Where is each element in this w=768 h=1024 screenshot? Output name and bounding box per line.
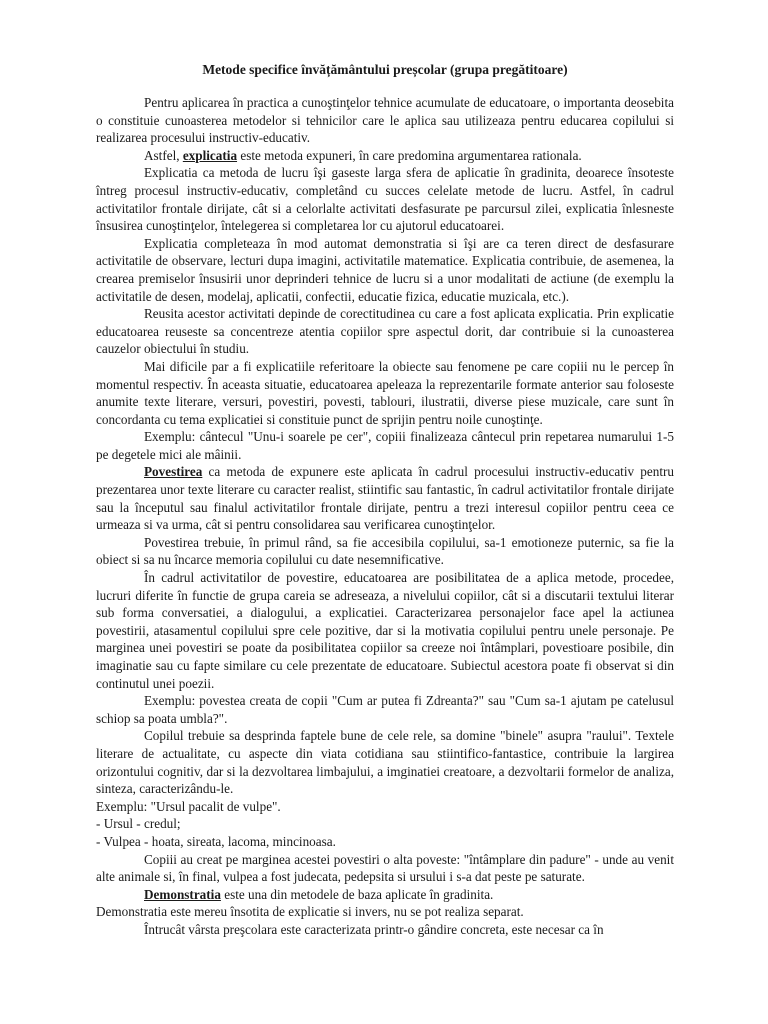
paragraph: Demonstratia este mereu însotita de explicatie si invers, nu se pot realiza separat. [96,904,524,920]
paragraph: În cadrul activitatilor de povestire, educatoarea are posibilitatea de a aplica metode, procedee, lucruri diferite în functie de grupa careia se adreseaza, a nivelului copiilor, cât si a discutarii textului literar sub forma conversatiei, a dialogului, a explicatiei. Caracterizarea personajelor face apel la actiunea povestirii, atasamentul copilului spre cele pozitive, dar si la motivatia copilului pentru unele personaje. Pe marginea unei povestiri se poate da posibilitatea copiilor sa creeze noi întâmplari, povestioare posibile, din imaginatie sau cu fapte similare cu cele prezentate de educatoare. Subiectul acestora poate fi observat si din continutul unei poezii. [96,570,674,691]
term-explicatia: explicatia [182,147,238,163]
paragraph: Explicatia completeaza în mod automat demonstratia si îşi are ca teren direct de desfasurare activitatile de observare, lecturi dupa imagini, activitatile matematice. Explicatia contribuie, de asemenea, la crearea premiselor însusirii unor deprinderi tehnice de lucru si a unor modalitati de actiune (de exemplu la activitatile de desen, modelaj, aplicatii, confectii, educatie fizica, educatie muzicala, etc.). [96,235,674,304]
list-item: - Vulpea - hoata, sireata, lacoma, mincinoasa. [96,833,336,849]
list-item: - Ursul - credul; [96,816,181,832]
paragraph: Exemplu: "Ursul pacalit de vulpe". [96,798,281,814]
paragraph: Reusita acestor activitati depinde de corectitudinea cu care a fost aplicata explicatia. Prin explicatie educatoarea reuseste sa concentreze atentia copiilor spre aspectul dorit, dar contribuie si la cunoasterea cauzelor obiectului în studiu. [96,306,674,357]
paragraph: Povestirea trebuie, în primul rând, sa fie accesibila copilului, sa-1 emotioneze puternic, sa fie la obiect si sa nu încarce memoria copilului cu date nesemnificative. [96,534,674,568]
paragraph: Copilul trebuie sa desprinda faptele bune de cele rele, sa domine "binele" asupra "raului". Textele literare de actualitate, cu aspecte din viata cotidiana sau stiintifico-fantastice, contribuie la largirea orizontului cognitiv, dar si la dezvoltarea limbajului, a imginatiei creatoare, a dezvoltarii formelor de analiza, sinteza, caracterizându-le. [96,728,674,797]
paragraph: Explicatia ca metoda de lucru îşi gaseste larga sfera de aplicatie în gradinita, deoarece însoteste întreg procesul instructiv-educativ, completând cu succes celelate metode de lucru. Astfel, în cadrul activitatilor frontale dirijate, cât si a celorlalte activitati desfasurate pe parcursul zilei, explicatia înlesneste însusirea cunoştinţelor, întelegerea si completarea lor cu ajutorul educatoarei. [96,165,674,234]
paragraph: Copiii au creat pe marginea acestei povestiri o alta poveste: "întâmplare din padure" - unde au venit alte animale si, în final, vulpea a fost judecata, pedepsita si ursului i s-a dat peste pe saturate. [96,851,674,885]
paragraph: Astfel, explicatia este metoda expuneri, în care predomina argumentarea rationala. [144,147,582,163]
paragraph: Demonstratia este una din metodele de baza aplicate în gradinita. [144,886,494,902]
paragraph: Pentru aplicarea în practica a cunoştinţelor tehnice acumulate de educatoare, o importanta deosebita o constituie cunoasterea metodelor si tehnicilor care le aplica sau utilizeaza pentru educarea copilului si realizarea procesului instructiv-educativ. [96,95,674,146]
paragraph: Întrucât vârsta preşcolara este caracterizata printr-o gândire concreta, este necesar ca în [144,921,604,937]
paragraph: Exemplu: cântecul "Unu-i soarele pe cer", copiii finalizeaza cântecul prin repetarea numarului 1-5 pe degetele mici ale mâinii. [96,429,674,462]
paragraph: Povestirea ca metoda de expunere este aplicata în cadrul procesului instructiv-educativ pentru prezentarea unor texte literare cu caracter realist, stiintific sau fantastic, în cadrul activitatilor frontale dirijate sau la începutul sau finalul activitatilor frontale dirijate, pentru a trezi interesul copiilor pentru ceea ce urmeaza si va urma, cât si pentru consolidarea sau verificarea cunoştinţelor. [96,464,674,533]
paragraph: Mai dificile par a fi explicatiile referitoare la obiecte sau fenomene pe care copiii nu le percep în momentul respectiv. În aceasta situatie, educatoarea apeleaza la reprezentarile formate anterior sau foloseste anumite texte literare, versuri, povestiri, povesti, tablouri, ilustratii, diverse piese muzicale, care sunt în concordanta cu tema explicatiei si constituie punct de sprijin pentru noile cunoştinţe. [96,358,674,427]
document-title: Metode specifice învățământului preșcolar (grupa pregătitoare) [202,62,568,77]
term-povestirea: Povestirea [144,464,203,480]
paragraph: Exemplu: povestea creata de copii "Cum ar putea fi Zdreanta?" sau "Cum sa-1 ajutam pe catelusul schiop sa poata umbla?". [96,693,674,726]
term-demonstratia: Demonstratia [144,886,221,902]
